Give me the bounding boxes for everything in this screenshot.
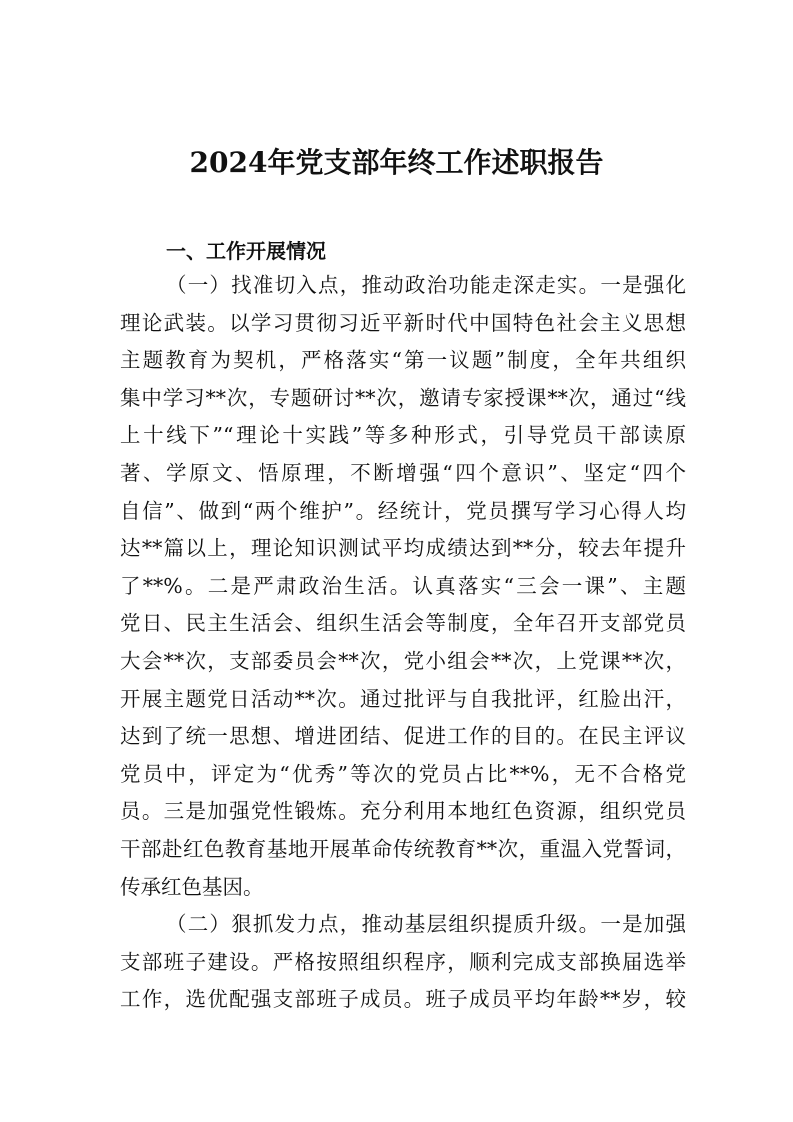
paragraph-line: 了**%。二是严肃政治生活。认真落实“三会一课”、主题	[120, 573, 686, 598]
paragraph-line: 主题教育为契机，严格落实“第一议题”制度，全年共组织	[120, 348, 686, 373]
paragraph-line: 达**篇以上，理论知识测试平均成绩达到**分，较去年提升	[120, 536, 686, 561]
paragraph-line: 大会**次，支部委员会**次，党小组会**次，上党课**次，	[120, 648, 686, 673]
document-title: 2024年党支部年终工作述职报告	[189, 146, 604, 179]
paragraph-line: 上十线下”“理论十实践”等多种形式，引导党员干部读原	[120, 423, 686, 448]
paragraph-line: 理论武装。以学习贯彻习近平新时代中国特色社会主义思想	[120, 310, 686, 335]
paragraph-line: （二）狠抓发力点，推动基层组织提质升级。一是加强	[166, 912, 686, 937]
paragraph-line: 自信”、做到“两个维护”。经统计，党员撰写学习心得人均	[120, 498, 686, 523]
paragraph-line: 集中学习**次，专题研讨**次，邀请专家授课**次，通过“线	[120, 385, 686, 410]
paragraph-line: 干部赴红色教育基地开展革命传统教育**次，重温入党誓词，	[120, 836, 686, 861]
document-body	[120, 267, 686, 1019]
paragraph-line: 党员中，评定为“优秀”等次的党员占比**%，无不合格党	[120, 761, 686, 786]
paragraph-line: 党日、民主生活会、组织生活会等制度，全年召开支部党员	[120, 611, 686, 636]
paragraph-line: 员。三是加强党性锻炼。充分利用本地红色资源，组织党员	[120, 799, 686, 824]
paragraph-line: 支部班子建设。严格按照组织程序，顺利完成支部换届选举	[120, 949, 686, 974]
section-heading-work-status: 一、工作开展情况	[166, 239, 326, 263]
paragraph-line: 工作，选优配强支部班子成员。班子成员平均年龄**岁，较	[120, 987, 686, 1012]
paragraph-line: （一）找准切入点，推动政治功能走深走实。一是强化	[166, 273, 686, 297]
paragraph-line: 达到了统一思想、增进团结、促进工作的目的。在民主评议	[120, 724, 686, 749]
paragraph-line: 开展主题党日活动**次。通过批评与自我批评，红脸出汗，	[120, 686, 686, 711]
paragraph-line: 著、学原文、悟原理，不断增强“四个意识”、坚定“四个	[120, 460, 686, 485]
paragraph-line: 传承红色基因。	[120, 874, 264, 899]
